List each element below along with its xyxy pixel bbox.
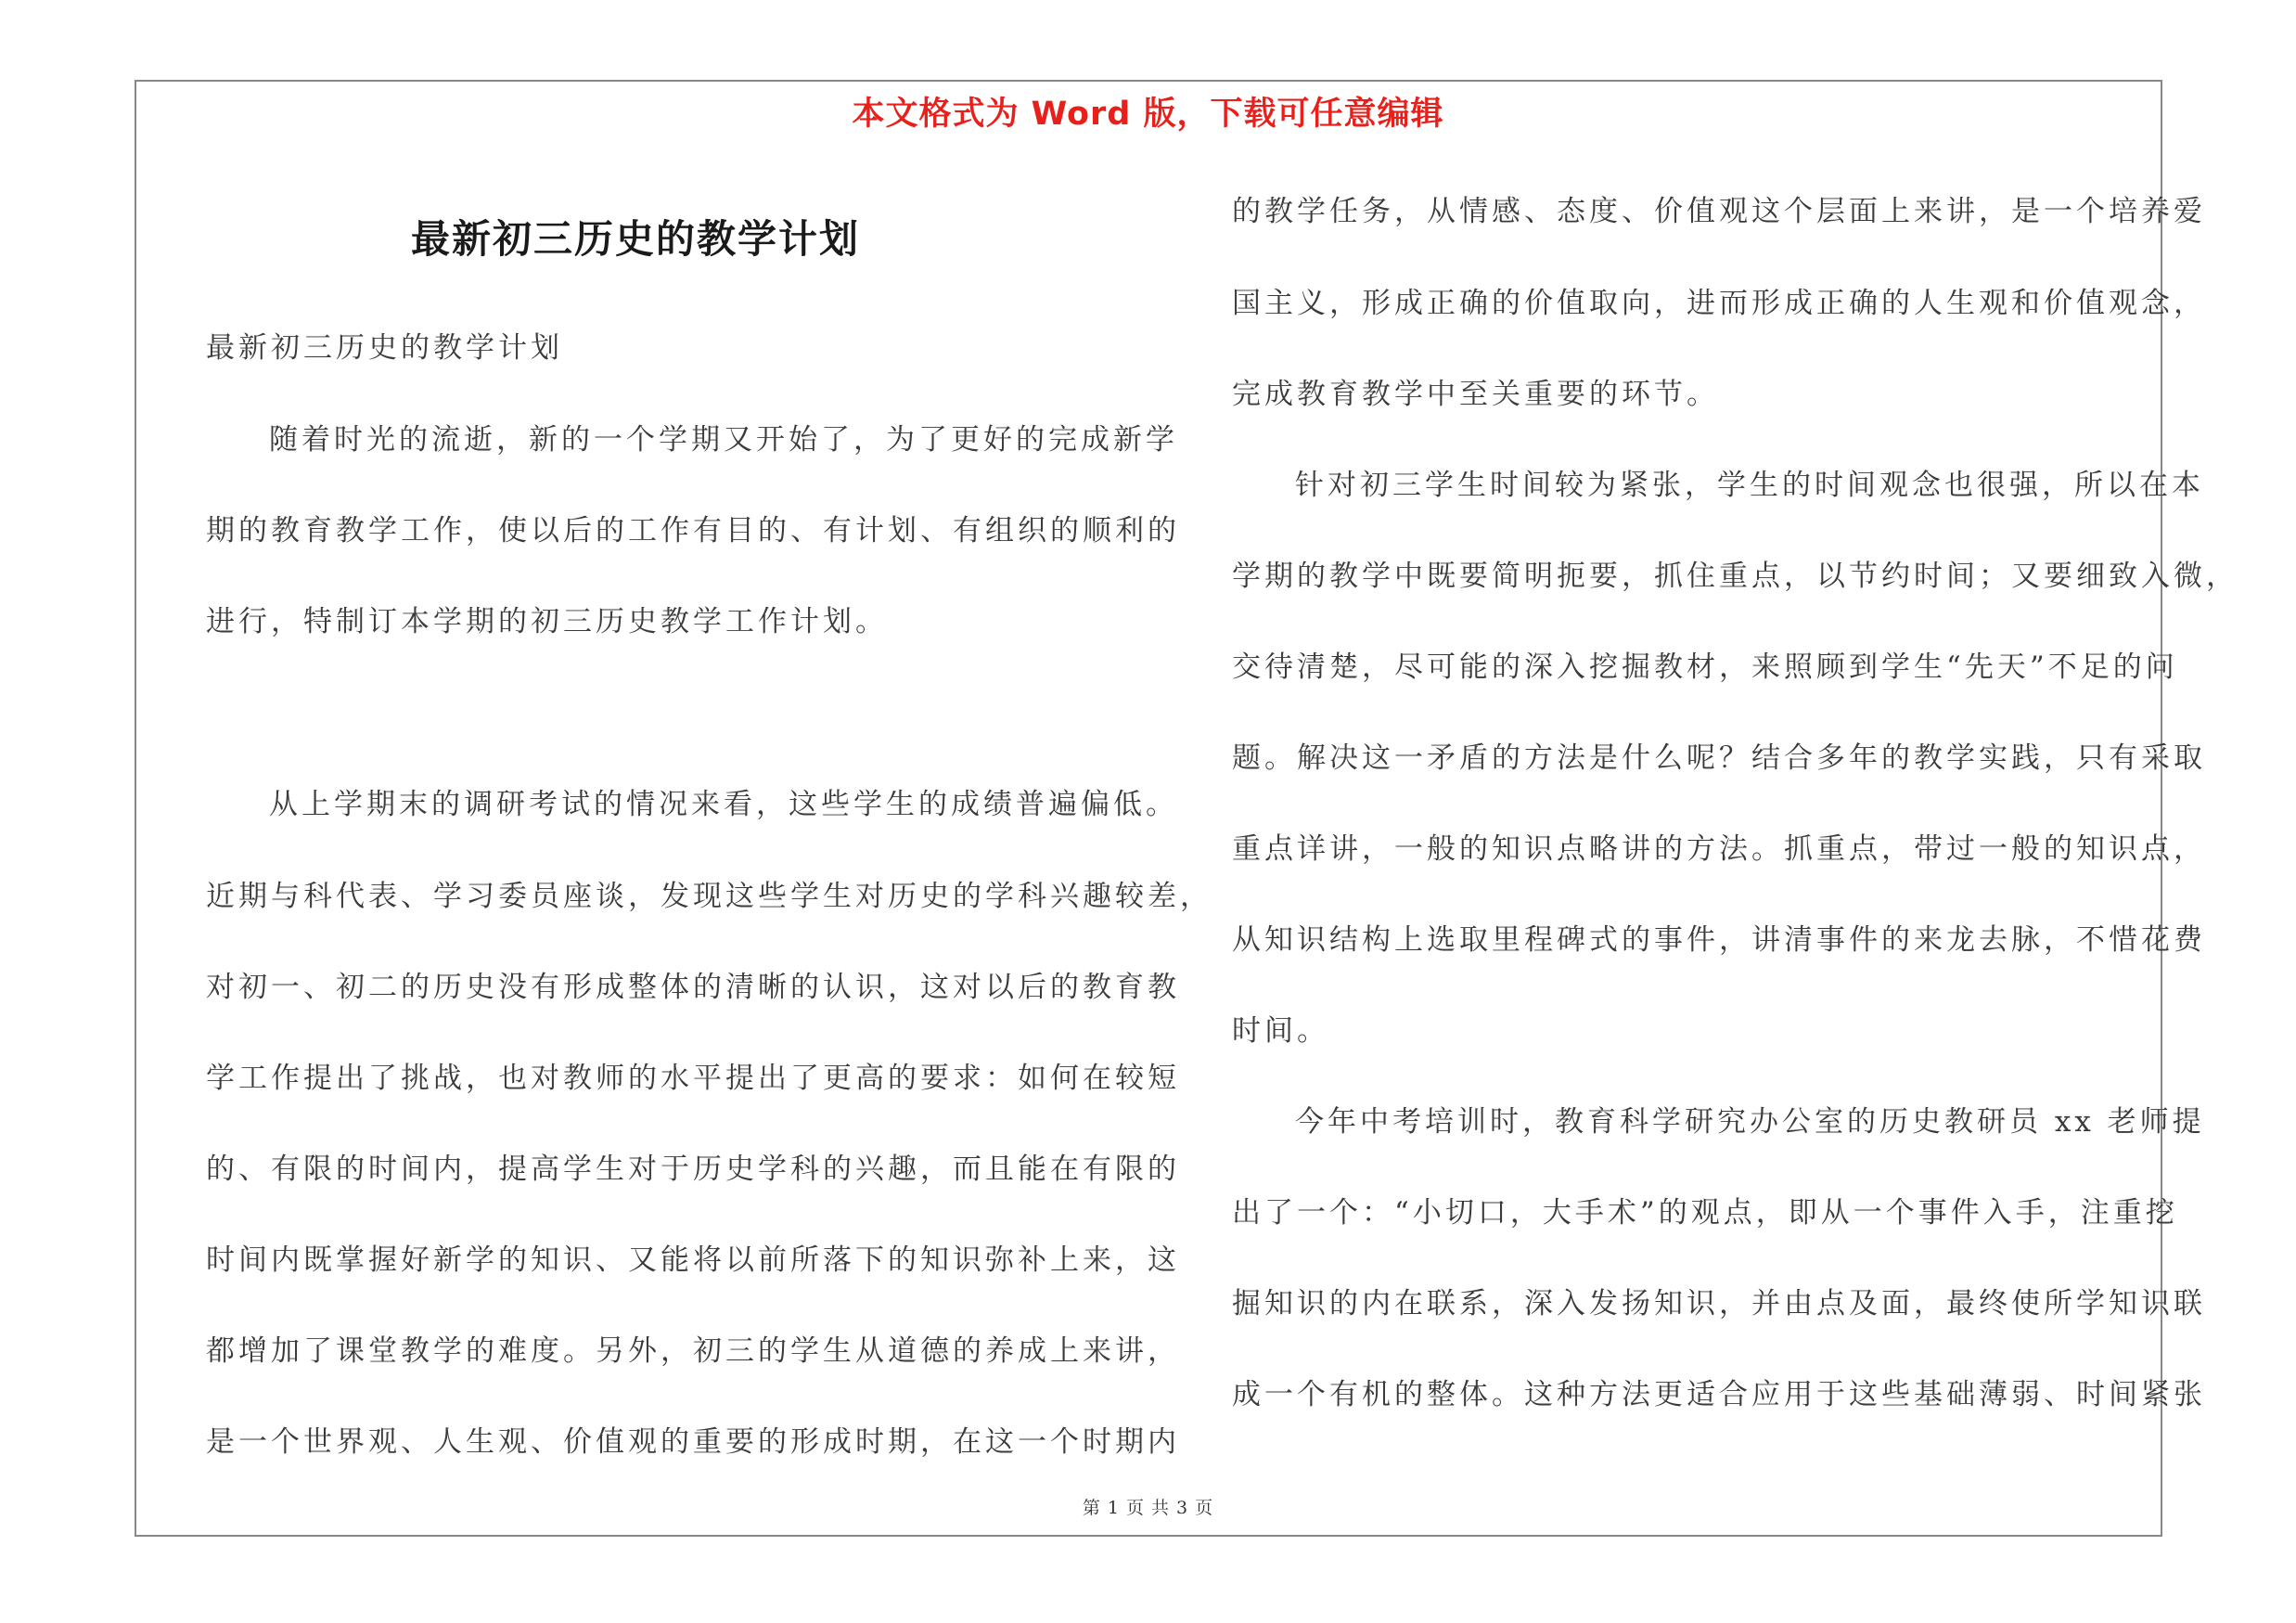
page-footer: 第 1 页 共 3 页	[1082, 1498, 1214, 1518]
paragraph-line: 期的教育教学工作，使以后的工作有目的、有计划、有组织的顺利的	[206, 514, 1180, 547]
paragraph-line: 学工作提出了挑战，也对教师的水平提出了更高的要求：如何在较短	[206, 1062, 1180, 1095]
paragraph-line: 最新初三历史的教学计划	[206, 331, 563, 365]
paragraph-line: 是一个世界观、人生观、价值观的重要的形成时期，在这一个时期内	[206, 1425, 1180, 1459]
paragraph-line: 时间内既掌握好新学的知识、又能将以前所落下的知识弥补上来，这	[206, 1243, 1180, 1277]
paragraph-line: 进行，特制订本学期的初三历史教学工作计划。	[206, 605, 888, 638]
paragraph-line: 成一个有机的整体。这种方法更适合应用于这些基础薄弱、时间紧张	[1232, 1378, 2206, 1411]
paragraph-line: 的、有限的时间内，提高学生对于历史学科的兴趣，而且能在有限的	[206, 1153, 1180, 1186]
format-banner: 本文格式为 Word 版，下载可任意编辑	[852, 96, 1444, 133]
paragraph-line: 都增加了课堂教学的难度。另外，初三的学生从道德的养成上来讲，	[206, 1334, 1180, 1368]
paragraph-line: 对初一、初二的历史没有形成整体的清晰的认识，这对以后的教育教	[206, 971, 1180, 1004]
paragraph-line: 国主义，形成正确的价值取向，进而形成正确的人生观和价值观念，	[1232, 287, 2206, 320]
paragraph-line: 掘知识的内在联系，深入发扬知识，并由点及面，最终使所学知识联	[1232, 1287, 2206, 1320]
paragraph-line: 从上学期末的调研考试的情况来看，这些学生的成绩普遍偏低。	[269, 788, 1178, 821]
paragraph-line: 出了一个：“小切口，大手术”的观点，即从一个事件入手，注重挖	[1232, 1196, 2178, 1230]
paragraph-line: 题。解决这一矛盾的方法是什么呢？结合多年的教学实践，只有采取	[1232, 741, 2206, 775]
paragraph-line: 学期的教学中既要简明扼要，抓住重点，以节约时间；又要细致入微，	[1232, 560, 2238, 593]
document-title: 最新初三历史的教学计划	[410, 216, 860, 262]
paragraph-line: 交待清楚，尽可能的深入挖掘教材，来照顾到学生“先天”不足的问	[1232, 650, 2178, 684]
paragraph-line: 随着时光的流逝，新的一个学期又开始了，为了更好的完成新学	[269, 423, 1178, 457]
paragraph-line: 完成教育教学中至关重要的环节。	[1232, 378, 1719, 411]
paragraph-line: 从知识结构上选取里程碑式的事件，讲清事件的来龙去脉，不惜花费	[1232, 923, 2206, 957]
paragraph-line: 的教学任务，从情感、态度、价值观这个层面上来讲，是一个培养爱	[1232, 195, 2206, 228]
paragraph-line: 针对初三学生时间较为紧张，学生的时间观念也很强，所以在本	[1295, 469, 2204, 502]
paragraph-line: 时间。	[1232, 1014, 1329, 1048]
paragraph-line: 重点详讲，一般的知识点略讲的方法。抓重点，带过一般的知识点，	[1232, 832, 2206, 866]
paragraph-line: 近期与科代表、学习委员座谈，发现这些学生对历史的学科兴趣较差，	[206, 880, 1212, 913]
paragraph-line: 今年中考培训时，教育科学研究办公室的历史教研员 xx 老师提	[1295, 1105, 2205, 1139]
